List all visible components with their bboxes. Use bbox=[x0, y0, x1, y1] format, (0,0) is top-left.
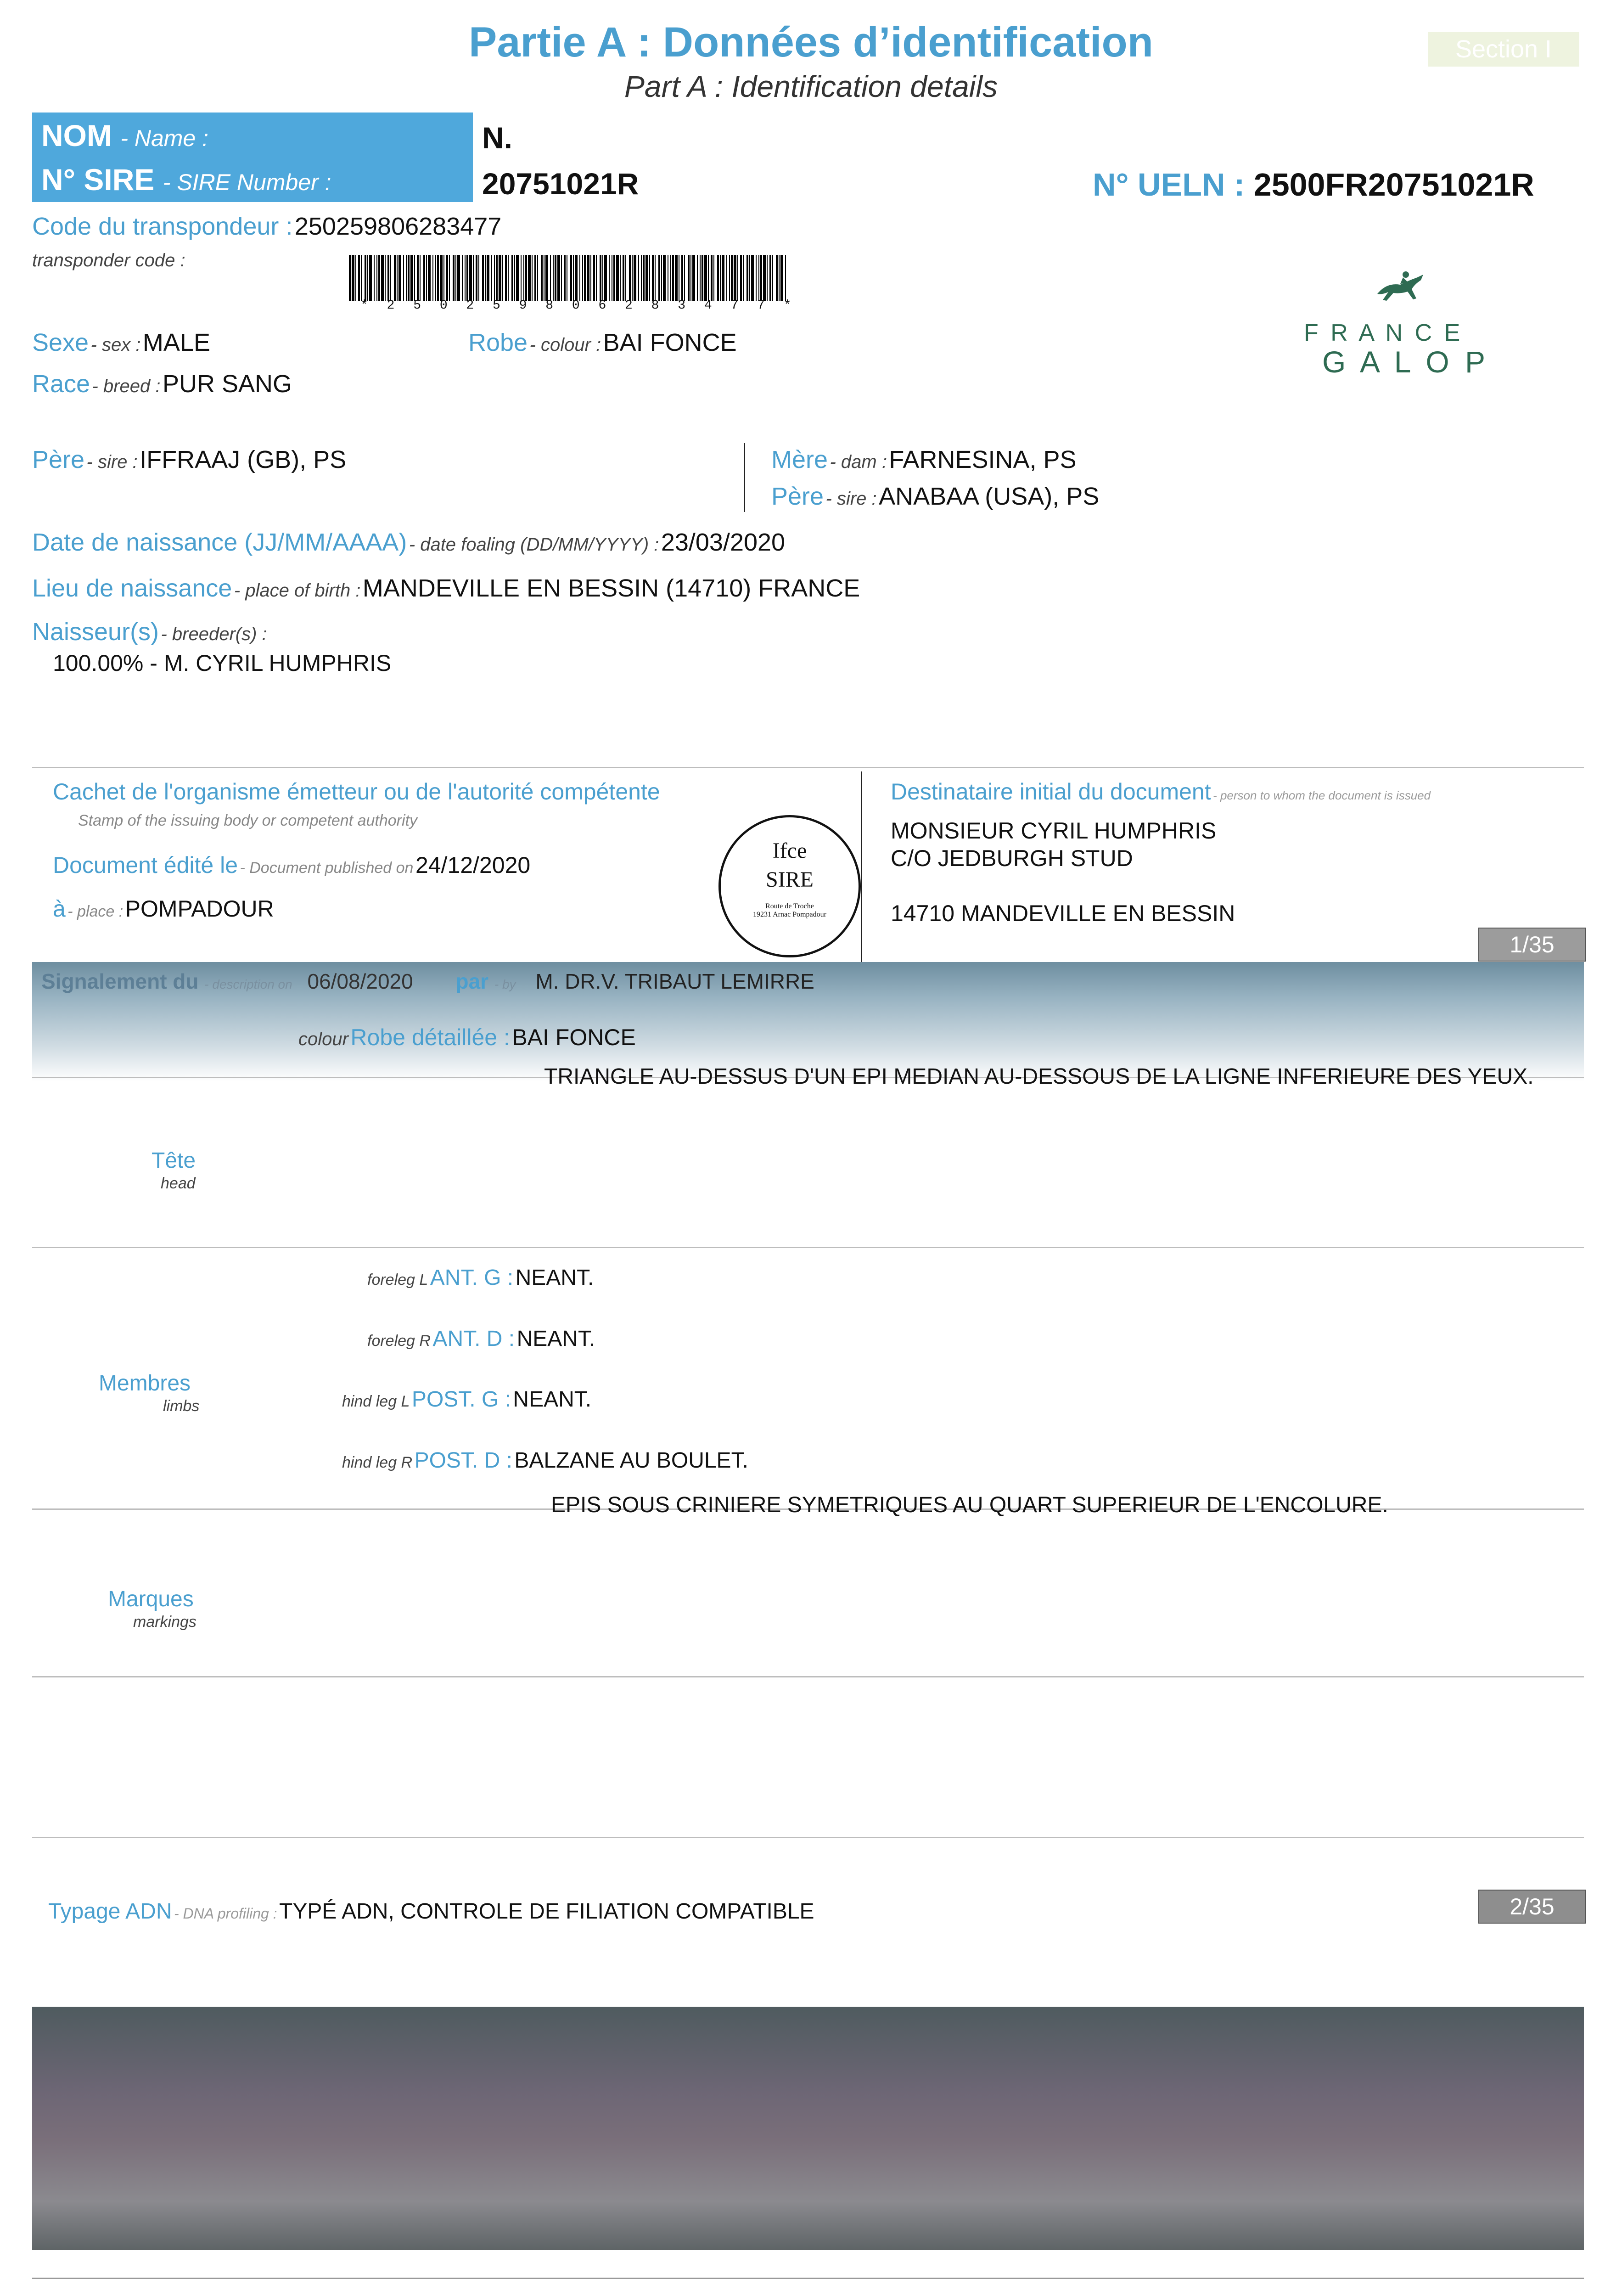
barcode-bar bbox=[729, 255, 730, 301]
barcode-bar bbox=[625, 255, 626, 301]
robe-detail-label-en: colour bbox=[298, 1029, 348, 1049]
barcode-bar bbox=[349, 255, 351, 301]
robe-detail-label: Robe détaillée : bbox=[350, 1024, 510, 1050]
barcode-bar bbox=[420, 255, 421, 301]
barcode-bar bbox=[469, 255, 472, 301]
membres-label-en: limbs bbox=[163, 1397, 200, 1415]
ant-d-label: ANT. D : bbox=[432, 1327, 515, 1351]
barcode-bar bbox=[534, 255, 536, 301]
a-value: POMPADOUR bbox=[125, 896, 274, 922]
barcode-bar bbox=[465, 255, 466, 301]
barcode-bar bbox=[641, 255, 642, 301]
naisseur-group bbox=[32, 618, 267, 646]
signalement-date: 06/08/2020 bbox=[307, 969, 413, 993]
race-label: Race bbox=[32, 370, 90, 398]
barcode-bar bbox=[446, 255, 448, 301]
barcode-bar bbox=[437, 255, 439, 301]
barcode-bar bbox=[760, 255, 762, 301]
pere2-value: ANABAA (USA), PS bbox=[879, 483, 1100, 510]
barcode-bar bbox=[575, 255, 578, 301]
naisseur-label: Naisseur(s) bbox=[32, 618, 159, 646]
barcode-bar bbox=[521, 255, 522, 301]
barcode-bar bbox=[670, 255, 671, 301]
dest-line2: C/O JEDBURGH STUD bbox=[891, 845, 1133, 871]
nom-value: N. bbox=[482, 121, 512, 155]
barcode-bar bbox=[780, 255, 783, 301]
barcode-bar bbox=[632, 255, 633, 301]
barcode-bar bbox=[367, 255, 368, 301]
barcode-bar bbox=[629, 255, 631, 301]
dob-label-en: - date foaling (DD/MM/YYYY) : bbox=[409, 535, 659, 555]
edite-group bbox=[53, 852, 530, 878]
mere-label: Mère bbox=[771, 446, 828, 473]
dest-group bbox=[891, 778, 1431, 805]
dest-line3: 14710 MANDEVILLE EN BESSIN bbox=[891, 900, 1235, 926]
sexe-label: Sexe bbox=[32, 329, 89, 356]
stamp-ifce: Ifce bbox=[772, 838, 807, 863]
barcode-bar bbox=[579, 255, 580, 301]
membres-label: Membres bbox=[99, 1371, 191, 1396]
parents-divider bbox=[744, 443, 745, 512]
barcode-bar bbox=[756, 255, 757, 301]
barcode-bar bbox=[514, 255, 515, 301]
post-g-row bbox=[342, 1387, 591, 1412]
ant-d-label-en: foreleg R bbox=[367, 1332, 431, 1350]
ant-d-row bbox=[367, 1326, 595, 1351]
barcode-bar bbox=[616, 255, 619, 301]
barcode-bar bbox=[779, 255, 780, 301]
barcode-bar bbox=[487, 255, 489, 301]
pere-label: Père bbox=[32, 446, 85, 473]
barcode-bar bbox=[587, 255, 589, 301]
barcode-bar bbox=[528, 255, 531, 301]
barcode-bar bbox=[726, 255, 727, 301]
barcode-bar bbox=[702, 255, 703, 301]
sexe-value: MALE bbox=[142, 329, 210, 356]
barcode-bar bbox=[772, 255, 773, 301]
ueln-group bbox=[1093, 166, 1534, 203]
barcode-bar bbox=[645, 255, 648, 301]
barcode-bar bbox=[423, 255, 425, 301]
edite-value: 24/12/2020 bbox=[415, 852, 531, 878]
barcode-bar bbox=[537, 255, 538, 301]
barcode-bar bbox=[397, 255, 398, 301]
barcode-bar bbox=[582, 255, 583, 301]
mere-value: FARNESINA, PS bbox=[889, 446, 1077, 473]
par-label-en: - by bbox=[494, 977, 516, 991]
barcode-bar bbox=[737, 255, 738, 301]
barcode-bar bbox=[658, 255, 660, 301]
sire-label: N° SIRE bbox=[41, 163, 155, 197]
barcode-bar bbox=[428, 255, 431, 301]
page-subtitle: Part A : Identification details bbox=[624, 69, 998, 103]
barcode-bar bbox=[505, 255, 507, 301]
barcode-bar bbox=[717, 255, 719, 301]
pere2-label-en: - sire : bbox=[825, 489, 877, 509]
robe-detail-group bbox=[298, 1024, 636, 1051]
mere-group bbox=[771, 445, 1077, 474]
par-label: par bbox=[455, 969, 489, 993]
barcode-bar bbox=[374, 255, 375, 301]
barcode-bar bbox=[369, 255, 372, 301]
marques-description: EPIS SOUS CRINIERE SYMETRIQUES AU QUART SUPERIEUR DE L'ENCOLURE. bbox=[551, 1493, 1388, 1517]
barcode-bar bbox=[720, 255, 721, 301]
barcode-bar bbox=[410, 255, 413, 301]
pere-value: IFFRAAJ (GB), PS bbox=[140, 446, 347, 473]
bottom-divider bbox=[32, 2278, 1584, 2279]
transponder-label-en: transponder code : bbox=[32, 250, 185, 270]
barcode-bar bbox=[700, 255, 701, 301]
issuer-divider bbox=[861, 771, 862, 964]
barcode-bar bbox=[381, 255, 384, 301]
barcode-bar bbox=[532, 255, 533, 301]
barcode-bar bbox=[508, 255, 509, 301]
ant-g-row bbox=[367, 1265, 594, 1290]
barcode-bar bbox=[740, 255, 742, 301]
barcode-bar bbox=[352, 255, 354, 301]
page-badge-2: 2/35 bbox=[1478, 1890, 1586, 1924]
barcode-bar bbox=[432, 255, 433, 301]
barcode-bar bbox=[684, 255, 685, 301]
tete-label-en: head bbox=[161, 1175, 196, 1192]
barcode-bar bbox=[708, 255, 709, 301]
race-value: PUR SANG bbox=[162, 370, 292, 398]
barcode-bar bbox=[590, 255, 591, 301]
mere-label-en: - dam : bbox=[830, 452, 887, 472]
horse-jockey-icon bbox=[1373, 266, 1428, 308]
cachet-label: Cachet de l'organisme émetteur ou de l'autorité compétente bbox=[53, 779, 660, 805]
race-label-en: - breed : bbox=[92, 376, 161, 396]
barcode-bar bbox=[435, 255, 436, 301]
barcode-bar bbox=[623, 255, 624, 301]
barcode-bar bbox=[553, 255, 554, 301]
signalement-group bbox=[41, 969, 814, 994]
pere2-group bbox=[771, 482, 1099, 511]
barcode-bar bbox=[713, 255, 714, 301]
barcode-bar bbox=[620, 255, 621, 301]
barcode-bar bbox=[690, 255, 691, 301]
cachet-label-en: Stamp of the issuing body or competent authority bbox=[78, 812, 417, 829]
barcode-bar bbox=[457, 255, 460, 301]
barcode bbox=[349, 255, 790, 301]
barcode-bar bbox=[613, 255, 615, 301]
sexe-group bbox=[32, 328, 210, 357]
barcode-bar bbox=[731, 255, 733, 301]
transponder-value: 250259806283477 bbox=[294, 213, 502, 240]
barcode-bar bbox=[440, 255, 443, 301]
signalement-label-en: - description on bbox=[204, 977, 292, 991]
post-g-label: POST. G : bbox=[411, 1387, 511, 1412]
post-d-label-en: hind leg R bbox=[342, 1454, 413, 1471]
barcode-bar bbox=[769, 255, 771, 301]
nom-label-en: - Name : bbox=[120, 125, 209, 151]
barcode-bar bbox=[406, 255, 407, 301]
barcode-bar bbox=[758, 255, 759, 301]
issuer-top-divider bbox=[32, 767, 1584, 768]
place-group bbox=[53, 895, 274, 922]
marques-label: Marques bbox=[108, 1587, 194, 1611]
barcode-bar bbox=[609, 255, 610, 301]
nom-label-group bbox=[41, 118, 208, 153]
barcode-bar bbox=[525, 255, 527, 301]
barcode-bar bbox=[385, 255, 386, 301]
barcode-bar bbox=[378, 255, 380, 301]
barcode-bar bbox=[376, 255, 377, 301]
barcode-bar bbox=[473, 255, 474, 301]
barcode-bar bbox=[550, 255, 551, 301]
barcode-bar bbox=[564, 255, 566, 301]
barcode-bar bbox=[722, 255, 724, 301]
barcode-bar bbox=[398, 255, 401, 301]
barcode-bar bbox=[455, 255, 456, 301]
robe-value: BAI FONCE bbox=[603, 329, 737, 356]
barcode-bar bbox=[600, 255, 601, 301]
barcode-bar bbox=[496, 255, 498, 301]
transponder-label: Code du transpondeur : bbox=[32, 213, 293, 240]
barcode-bar bbox=[494, 255, 495, 301]
sire-label-group bbox=[41, 162, 331, 197]
barcode-bar bbox=[751, 255, 754, 301]
barcode-bar bbox=[408, 255, 410, 301]
dest-label: Destinataire initial du document bbox=[891, 779, 1211, 805]
barcode-bar bbox=[692, 255, 695, 301]
barcode-bar bbox=[776, 255, 778, 301]
barcode-bar bbox=[403, 255, 404, 301]
robe-group bbox=[468, 328, 737, 357]
signalement-divider-4 bbox=[32, 1676, 1584, 1677]
barcode-bar bbox=[638, 255, 639, 301]
sexe-label-en: - sex : bbox=[90, 335, 141, 355]
adn-label: Typage ADN bbox=[48, 1899, 172, 1924]
barcode-bar bbox=[711, 255, 713, 301]
naisseur-value: 100.00% - M. CYRIL HUMPHRIS bbox=[53, 650, 392, 676]
barcode-bar bbox=[555, 255, 556, 301]
barcode-bar bbox=[749, 255, 750, 301]
lieu-group bbox=[32, 574, 860, 602]
barcode-bar bbox=[697, 255, 698, 301]
barcode-bar bbox=[734, 255, 736, 301]
barcode-bar bbox=[561, 255, 562, 301]
barcode-bar bbox=[746, 255, 748, 301]
barcode-bar bbox=[655, 255, 656, 301]
pere2-label: Père bbox=[771, 483, 824, 510]
lieu-label: Lieu de naissance bbox=[32, 574, 232, 602]
page-title: Partie A : Données d’identification bbox=[469, 19, 1153, 66]
barcode-bar bbox=[502, 255, 503, 301]
barcode-bar bbox=[387, 255, 389, 301]
dob-value: 23/03/2020 bbox=[661, 529, 786, 556]
barcode-bar bbox=[688, 255, 690, 301]
robe-detail-value: BAI FONCE bbox=[512, 1024, 636, 1050]
ant-g-value: NEANT. bbox=[515, 1266, 594, 1290]
barcode-bar bbox=[443, 255, 444, 301]
barcode-bar bbox=[763, 255, 766, 301]
signalement-label: Signalement du bbox=[41, 969, 199, 993]
barcode-bar bbox=[511, 255, 513, 301]
barcode-bar bbox=[649, 255, 650, 301]
barcode-bar bbox=[453, 255, 455, 301]
barcode-bar bbox=[462, 255, 463, 301]
ueln-value: 2500FR20751021R bbox=[1253, 167, 1534, 203]
tete-description: TRIANGLE AU-DESSUS D'UN EPI MEDIAN AU-DESSOUS DE LA LIGNE INFERIEURE DES YEUX. bbox=[544, 1064, 1534, 1089]
par-value: M. DR.V. TRIBAUT LEMIRRE bbox=[535, 969, 814, 993]
sire-label-en: - SIRE Number : bbox=[163, 169, 331, 195]
naisseur-label-en: - breeder(s) : bbox=[161, 624, 267, 644]
signalement-divider-2 bbox=[32, 1247, 1584, 1248]
bottom-scan-band bbox=[32, 2007, 1584, 2250]
barcode-bar bbox=[643, 255, 645, 301]
ueln-label: N° UELN : bbox=[1093, 167, 1245, 203]
barcode-bar bbox=[545, 255, 548, 301]
barcode-bar bbox=[499, 255, 501, 301]
page-badge-1: 1/35 bbox=[1478, 928, 1586, 962]
dob-label: Date de naissance (JJ/MM/AAAA) bbox=[32, 529, 407, 556]
adn-group bbox=[48, 1899, 814, 1924]
barcode-bar bbox=[593, 255, 595, 301]
barcode-bar bbox=[516, 255, 519, 301]
barcode-bar bbox=[602, 255, 603, 301]
barcode-bar bbox=[557, 255, 560, 301]
barcode-bar bbox=[596, 255, 597, 301]
barcode-text: * 2 5 0 2 5 9 8 0 6 2 8 3 4 7 7 * bbox=[360, 298, 797, 313]
barcode-bar bbox=[449, 255, 450, 301]
barcode-bar bbox=[482, 255, 484, 301]
post-g-value: NEANT. bbox=[513, 1387, 592, 1412]
barcode-bar bbox=[541, 255, 543, 301]
transponder-group bbox=[32, 212, 501, 241]
pere-group bbox=[32, 445, 346, 474]
barcode-bar bbox=[365, 255, 366, 301]
robe-label-en: - colour : bbox=[529, 335, 601, 355]
edite-label: Document édité le bbox=[53, 852, 238, 878]
barcode-bar bbox=[584, 255, 586, 301]
barcode-bar bbox=[523, 255, 524, 301]
post-d-label: POST. D : bbox=[414, 1448, 512, 1473]
barcode-bar bbox=[485, 255, 486, 301]
barcode-bar bbox=[704, 255, 707, 301]
race-group bbox=[32, 370, 292, 398]
ant-d-value: NEANT. bbox=[516, 1327, 595, 1351]
stamp-sire: SIRE bbox=[765, 867, 814, 892]
logo-france: F R A N C E bbox=[1304, 320, 1463, 346]
tete-label: Tête bbox=[152, 1148, 196, 1173]
stamp-address1: Route de Troche bbox=[765, 902, 814, 910]
barcode-bar bbox=[634, 255, 636, 301]
lieu-label-en: - place of birth : bbox=[234, 580, 361, 601]
post-d-value: BALZANE AU BOULET. bbox=[514, 1448, 748, 1473]
barcode-bar bbox=[476, 255, 477, 301]
barcode-bar bbox=[743, 255, 744, 301]
barcode-bar bbox=[652, 255, 654, 301]
barcode-bar bbox=[767, 255, 768, 301]
pere-label-en: - sire : bbox=[86, 452, 138, 472]
logo-galop: G A L O P bbox=[1322, 345, 1489, 379]
barcode-bar bbox=[394, 255, 396, 301]
barcode-bar bbox=[491, 255, 492, 301]
ant-g-label: ANT. G : bbox=[430, 1266, 514, 1290]
post-d-row bbox=[342, 1448, 748, 1473]
dest-label-en: - person to whom the document is issued bbox=[1213, 788, 1431, 802]
ant-g-label-en: foreleg L bbox=[367, 1271, 428, 1289]
sire-value: 20751021R bbox=[482, 167, 639, 201]
dest-line1: MONSIEUR CYRIL HUMPHRIS bbox=[891, 818, 1217, 844]
barcode-bar bbox=[681, 255, 683, 301]
barcode-bar bbox=[414, 255, 415, 301]
marques-label-en: markings bbox=[133, 1613, 196, 1631]
barcode-bar bbox=[355, 255, 356, 301]
barcode-bar bbox=[785, 255, 786, 301]
barcode-bar bbox=[663, 255, 666, 301]
barcode-bar bbox=[672, 255, 674, 301]
stamp-address2: 19231 Arnac Pompadour bbox=[753, 911, 826, 918]
robe-label: Robe bbox=[468, 329, 528, 356]
edite-label-en: - Document published on bbox=[240, 859, 414, 877]
nom-label: NOM bbox=[41, 118, 112, 152]
barcode-bar bbox=[390, 255, 391, 301]
signalement-divider-5 bbox=[32, 1837, 1584, 1838]
name-sire-box bbox=[32, 113, 473, 202]
ifce-stamp bbox=[718, 815, 861, 957]
barcode-bar bbox=[573, 255, 574, 301]
barcode-bar bbox=[604, 255, 607, 301]
a-label: à bbox=[53, 896, 66, 922]
barcode-bar bbox=[478, 255, 479, 301]
a-label-en: - place : bbox=[67, 903, 123, 920]
barcode-bar bbox=[570, 255, 572, 301]
barcode-bar bbox=[361, 255, 362, 301]
dob-group bbox=[32, 528, 785, 557]
post-g-label-en: hind leg L bbox=[342, 1393, 410, 1410]
section-badge: Section I bbox=[1428, 32, 1579, 67]
barcode-bar bbox=[661, 255, 662, 301]
barcode-bar bbox=[426, 255, 427, 301]
lieu-value: MANDEVILLE EN BESSIN (14710) FRANCE bbox=[362, 574, 860, 602]
adn-label-en: - DNA profiling : bbox=[174, 1905, 277, 1922]
barcode-bar bbox=[675, 255, 678, 301]
barcode-bar bbox=[417, 255, 419, 301]
barcode-bar bbox=[358, 255, 360, 301]
adn-value: TYPÉ ADN, CONTROLE DE FILIATION COMPATIBLE bbox=[279, 1899, 814, 1924]
barcode-bar bbox=[466, 255, 468, 301]
